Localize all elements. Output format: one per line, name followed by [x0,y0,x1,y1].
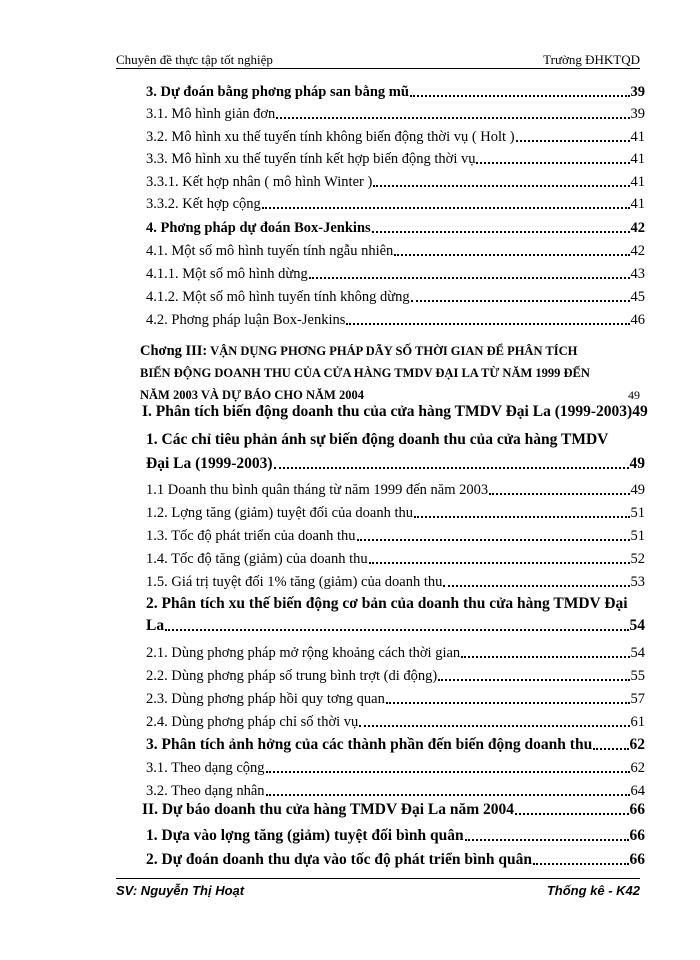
toc-entry[interactable] [146,287,645,307]
footer-right: Thống kê - K42 [546,883,640,898]
toc-entry-page: 46 [630,312,645,328]
leader-dots [476,162,629,164]
toc-entry-page: 52 [630,551,645,567]
footer-left: SV: Nguyễn Thị Hoạt [116,883,245,898]
toc-entry[interactable] [146,826,645,846]
leader-dots [309,277,630,279]
toc-entry[interactable] [146,149,645,169]
toc-entry-text: 3.1. Theo dạng cộng [146,760,265,776]
toc-entry-text: 2.2. Dùng phơng pháp số trung bình trợt (di động) [146,668,438,684]
toc-entry[interactable] [146,643,645,663]
toc-entry-text: 3.3.1. Kết hợp nhân ( mô hình Winter ) [146,174,373,190]
toc-entry-text: 4.1. Một số mô hình tuyến tính ngẫu nhiên [146,243,394,259]
toc-entry-page: 51 [630,505,645,521]
toc-entry[interactable] [146,172,645,192]
toc-entry-text: 2.4. Dùng phơng pháp chỉ số thời vụ [146,714,359,730]
toc-entry-page: 41 [630,174,645,190]
toc-entry[interactable] [146,758,645,778]
toc-entry[interactable] [146,480,645,500]
toc-entry-page: 41 [630,129,645,145]
leader-dots [593,748,628,750]
leader-dots [266,771,630,773]
toc-entry-text: 3.2. Mô hình xu thế tuyến tính không biến động thời vụ ( Holt ) [146,129,515,145]
leader-dots [276,117,629,119]
subsection-heading-1[interactable] [146,454,645,474]
toc-entry-text: 3.2. Theo dạng nhân [146,783,265,799]
toc-entry[interactable] [146,127,645,147]
toc-entry-text: 1.4. Tốc độ tăng (giảm) của doanh thu [146,551,368,567]
toc-entry-page: 45 [630,289,645,305]
chapter-title-line1: VẬN DỤNG PHƠNG PHÁP DÃY SỐ THỜI GIAN ĐỂ PHÂN TÍCH [210,344,578,358]
toc-entry-text: 2. Dự đoán doanh thu dựa vào tốc độ phát triển bình quân [146,851,532,868]
toc-entry-page: 39 [630,84,645,100]
toc-entry[interactable] [146,526,645,546]
toc-entry-text: 1.1 Doanh thu bình quân tháng từ năm 1999 đến năm 2003 [146,482,489,498]
toc-entry-page: 42 [630,243,645,259]
header-right: Trường ĐHKTQD [543,52,640,67]
leader-dots [394,254,629,256]
toc-entry[interactable] [146,666,645,686]
toc-entry[interactable] [146,264,645,284]
toc-entry[interactable] [146,712,645,732]
toc-entry-page: 54 [629,617,645,634]
leader-dots [515,813,628,815]
toc-entry-page: 39 [630,106,645,122]
toc-entry-text: 1. Dựa vào lợng tăng (giảm) tuyệt đối bình quân [146,827,464,844]
page-footer [116,878,640,907]
toc-entry-page: 61 [630,714,645,730]
leader-dots [516,140,630,142]
toc-entry-text: I. Phân tích biến động doanh thu của cửa hàng TMDV Đại La (1999-2003) [142,403,633,420]
leader-dots [410,95,630,97]
page-header [116,52,640,69]
leader-dots [533,863,629,865]
toc-entry-page: 62 [630,760,645,776]
subsection-heading-1-line1: 1. Các chỉ tiêu phản ánh sự biến động doanh thu của cửa hàng TMDV [146,431,609,448]
toc-entry-page: 55 [630,668,645,684]
leader-dots [438,679,629,681]
toc-entry[interactable] [146,104,645,124]
toc-entry-page: 49 [632,403,648,420]
toc-entry-text: 4.1.2. Một số mô hình tuyến tính không dừng [146,289,410,305]
toc-entry-text: 1.5. Giá trị tuyệt đối 1% tăng (giảm) của doanh thu [146,574,443,590]
leader-dots [386,702,630,704]
toc-entry[interactable] [146,781,645,801]
subsection-heading-2-line1: 2. Phân tích xu thế biến động cơ bản của doanh thu cửa hàng TMDV Đại [146,595,628,612]
leader-dots [414,516,630,518]
toc-entry-page: 64 [630,783,645,799]
toc-entry-text: 2.3. Dùng phơng pháp hồi quy tơng quan [146,691,385,707]
toc-entry[interactable] [146,572,645,592]
toc-entry-page: 57 [630,691,645,707]
toc-entry-text: II. Dự báo doanh thu cửa hàng TMDV Đại La năm 2004 [142,801,515,818]
chapter-title-line3: NĂM 2003 VÀ DỰ BÁO CHO NĂM 2004 [140,388,364,402]
toc-entry-text: 3.3. Mô hình xu thế tuyến tính kết hợp biến động thời vụ [146,151,476,167]
toc-entry-text: Đại La (1999-2003) [146,455,273,472]
toc-entry-page: 54 [630,645,645,661]
toc-entry-text: 3. Phân tích ảnh hởng của các thành phần đến biến động doanh thu [146,736,593,753]
leader-dots [489,493,629,495]
toc-entry[interactable] [146,194,645,214]
toc-entry[interactable] [146,241,645,261]
toc-entry-page: 66 [629,801,645,818]
toc-entry[interactable] [146,218,645,238]
toc-entry[interactable] [146,310,645,330]
leader-dots [266,794,630,796]
section-heading-II[interactable] [142,800,645,820]
toc-entry[interactable] [146,549,645,569]
toc-entry-page: 49 [629,455,645,472]
toc-entry-page: 53 [630,574,645,590]
toc-entry-text: 3.3.2. Kết hợp cộng [146,196,261,212]
toc-entry-text: 1.3. Tốc độ phát triển của doanh thu [146,528,356,544]
leader-dots [461,656,629,658]
toc-entry[interactable] [146,82,645,102]
toc-entry-text: La [146,617,165,634]
toc-entry-text: 3.1. Mô hình giản đơn [146,106,276,122]
chapter-label: Chơng III: [140,343,208,359]
leader-dots [369,562,630,564]
leader-dots [359,725,629,727]
chapter-heading[interactable] [140,340,640,406]
toc-entry-text: 2.1. Dùng phơng pháp mở rộng khoảng cách thời gian [146,645,461,661]
toc-entry-text: 3. Dự đoán bằng phơng pháp san bằng mũ [146,84,409,100]
toc-entry-text: 4.2. Phơng pháp luận Box-Jenkins [146,312,346,328]
toc-entry[interactable] [146,689,645,709]
toc-entry[interactable] [146,850,645,870]
toc-entry[interactable] [146,503,645,523]
toc-entry-text: 4.1.1. Một số mô hình dừng [146,266,308,282]
toc-entry-page: 43 [630,266,645,282]
header-left: Chuyên đề thực tập tốt nghiệp [116,52,273,67]
leader-dots [443,585,629,587]
leader-dots [372,231,630,233]
subsection-heading-2[interactable] [146,616,645,636]
toc-entry[interactable] [146,735,645,755]
toc-entry-text: 1.2. Lợng tăng (giảm) tuyệt đối của doanh thu [146,505,413,521]
toc-entry-page: 62 [629,736,645,753]
toc-entry-page: 42 [630,220,645,236]
leader-dots [373,185,629,187]
leader-dots [165,629,628,631]
toc-entry-page: 41 [630,151,645,167]
toc-entry-page: 51 [630,528,645,544]
toc-entry-page: 66 [629,827,645,844]
toc-entry-text: 4. Phơng pháp dự đoán Box-Jenkins [146,220,371,236]
section-heading-I[interactable] [142,402,648,422]
toc-entry-page: 41 [630,196,645,212]
toc-entry-page: 49 [630,482,645,498]
leader-dots [274,467,629,469]
toc-entry-page: 66 [629,851,645,868]
leader-dots [262,207,630,209]
leader-dots [346,323,629,325]
leader-dots [411,300,630,302]
chapter-title-line2: BIẾN ĐỘNG DOANH THU CỦA CỬA HÀNG TMDV ĐẠI LA TỪ NĂM 1999 ĐẾN [140,366,590,380]
leader-dots [465,839,629,841]
chapter-page: 49 [628,388,640,402]
leader-dots [357,539,630,541]
